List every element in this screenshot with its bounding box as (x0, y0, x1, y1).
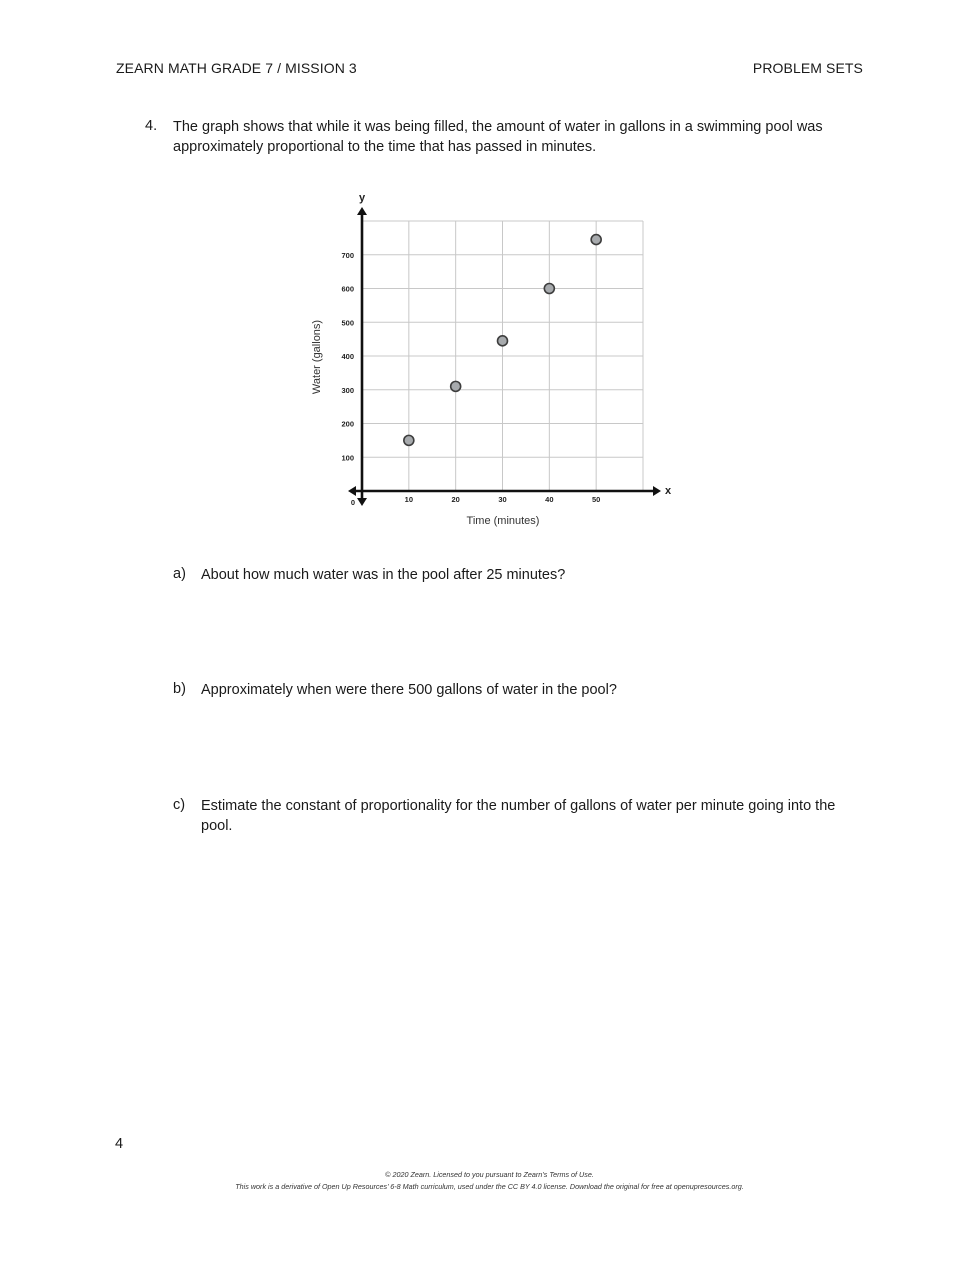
x-tick-label: 50 (591, 495, 601, 504)
y-axis-arrow-down (357, 498, 367, 506)
part-c-label: c) (173, 797, 186, 813)
y-tick-label: 300 (341, 385, 354, 395)
data-point (544, 284, 554, 294)
x-tick-label: 10 (404, 495, 414, 504)
part-c-text: Estimate the constant of proportionality for the number of gallons of water per minute going into the pool. (201, 798, 836, 834)
footer-copyright: © 2020 Zearn. Licensed to you pursuant to Zearn’s Terms of Use. (385, 1170, 594, 1179)
x-tick-label: 40 (545, 495, 554, 504)
origin-label: 0 (350, 498, 356, 507)
scatter-chart (300, 185, 680, 535)
x-axis-arrow-left (348, 486, 356, 496)
x-tick-label: 20 (451, 495, 460, 504)
x-axis-arrow-right (653, 486, 661, 496)
x-axis-letter: x (665, 485, 672, 497)
y-axis-label: Water (gallons) (311, 319, 323, 395)
part-b-text: Approximately when were there 500 gallons of water in the pool? (201, 682, 617, 698)
question-number: 4. (145, 118, 158, 134)
part-a-text: About how much water was in the pool after 25 minutes? (201, 567, 566, 583)
data-point (591, 235, 601, 245)
data-point (451, 381, 461, 391)
data-point (498, 336, 508, 346)
y-tick-label: 100 (341, 453, 354, 463)
header-right: PROBLEM SETS (752, 60, 863, 76)
data-point (404, 435, 414, 445)
y-tick-label: 400 (341, 352, 354, 361)
header-left: ZEARN MATH GRADE 7 / MISSION 3 (116, 60, 357, 76)
y-tick-label: 500 (341, 318, 354, 328)
y-axis-letter: y (358, 192, 366, 204)
x-axis-label: Time (minutes) (466, 515, 540, 527)
y-tick-label: 200 (341, 419, 354, 429)
y-tick-label: 700 (341, 250, 354, 260)
x-tick-label: 30 (498, 495, 507, 504)
page-number: 4 (115, 1136, 124, 1152)
part-b-label: b) (173, 681, 186, 697)
y-axis-arrow-up (357, 207, 367, 215)
chart-grid (362, 221, 643, 491)
y-tick-label: 600 (341, 284, 354, 294)
footer-license: This work is a derivative of Open Up Resources’ 6-8 Math curriculum, used under the CC BY 4.0 license. Download the original for free at openupresources.org. (235, 1182, 744, 1191)
part-a-label: a) (173, 566, 186, 582)
question-text: The graph shows that while it was being filled, the amount of water in gallons in a swimming pool was approximately proportional to the time that has passed in minutes. (173, 119, 823, 155)
